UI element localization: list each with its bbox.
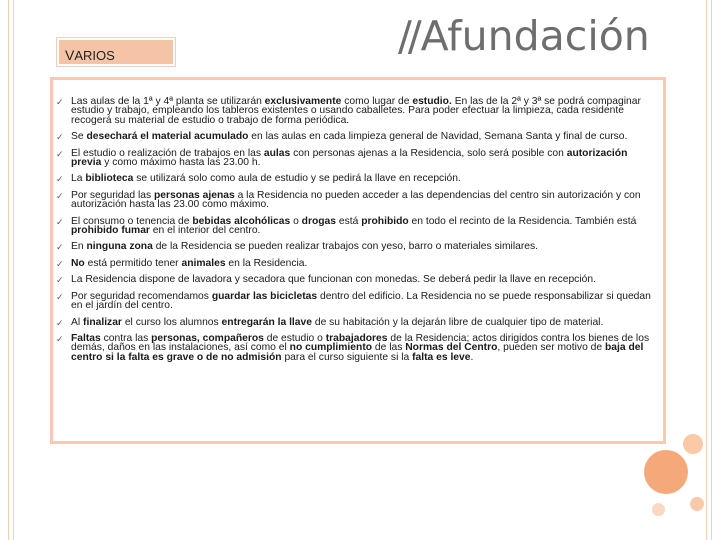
rule-text: en las aulas en cada limpieza general de Navidad, Semana Santa y final de curso. — [248, 131, 628, 143]
rule-text-bold: bebidas alcohólicas — [192, 215, 291, 227]
rule-text: de estudio o — [263, 333, 326, 345]
rule-text: en la Residencia. — [225, 257, 308, 269]
rules-list — [56, 97, 658, 369]
decorative-stripe — [706, 0, 707, 540]
rule-text: y como máximo hasta las 23.00 h. — [101, 156, 261, 168]
rule-text: a la Residencia no pueden acceder a las dependencias del centro sin autorización y con autorización hasta las 23.00 como máximo. — [71, 189, 641, 211]
logo-text: Afundación — [420, 12, 650, 60]
rule-text: o — [290, 215, 302, 227]
brand-logo — [398, 12, 650, 60]
rule-text-bold: autorización previa — [71, 147, 628, 168]
rule-text-bold: exclusivamente — [264, 96, 342, 107]
rule-text: Al — [71, 316, 84, 328]
rule-text-bold: entregarán la llave — [221, 316, 312, 328]
rule-text: Por seguridad las — [71, 189, 154, 201]
rule-item-desechar — [56, 132, 658, 141]
decorative-circle — [683, 434, 703, 454]
rule-text: El consumo o tenencia de — [71, 215, 193, 227]
decorative-circle — [644, 450, 688, 494]
rule-text-bold: Normas del Centro — [405, 342, 498, 354]
checkmark-icon: ✓ — [56, 148, 64, 159]
rule-text: El estudio o realización de trabajos en las — [71, 147, 264, 159]
rule-text: con personas ajenas a la Residencia, solo será posible con — [290, 147, 567, 159]
rule-text: el curso los alumnos — [121, 316, 222, 328]
rule-item-biblioteca — [56, 174, 658, 183]
rule-item-animales — [56, 259, 658, 268]
checkmark-icon: ✓ — [56, 242, 64, 253]
rule-text: de su habitación y la dejarán libre de cualquier tipo de material. — [311, 316, 604, 328]
rule-text: En — [71, 241, 87, 253]
rule-item-ninguna-zona — [56, 242, 658, 251]
section-title: VARIOS — [57, 38, 175, 66]
checkmark-icon: ✓ — [56, 190, 64, 201]
rule-item-lavadora — [56, 275, 658, 284]
rule-item-personas-ajenas-estudio — [56, 149, 658, 168]
rule-text-bold: no cumplimiento — [289, 342, 373, 354]
checkmark-icon: ✓ — [56, 317, 64, 328]
rule-text: de la Residencia; actos dirigidos contra los bienes de los demás, daños en las instalaciones, así como el — [71, 333, 650, 354]
rule-text-bold: drogas — [301, 215, 337, 227]
rule-text-bold: trabajadores — [325, 333, 388, 345]
rule-text-bold: animales — [181, 257, 226, 269]
rule-item-bebidas — [56, 217, 658, 236]
rule-text-bold: baja del centro si la falta es grave o de no admisión — [71, 342, 644, 363]
rule-text: en el interior del centro. — [149, 224, 261, 236]
checkmark-icon: ✓ — [56, 258, 64, 269]
rule-text: de la Residencia se pueden realizar trabajos con yeso, barro o materiales similares. — [152, 241, 539, 253]
rule-text: de las — [372, 342, 406, 354]
rule-text: se utilizará solo como aula de estudio y se pedirá la llave en recepción. — [133, 173, 461, 185]
rule-text-bold: desechará el material acumulado — [86, 131, 249, 143]
rule-text: contra las — [100, 333, 152, 345]
rule-text: está permitido tener — [84, 257, 182, 269]
checkmark-icon: ✓ — [56, 291, 64, 302]
rule-text: para el curso siguiente si la — [281, 351, 413, 363]
decorative-stripe — [711, 0, 712, 540]
rule-item-faltas — [56, 334, 658, 362]
checkmark-icon: ✓ — [56, 97, 64, 107]
checkmark-icon: ✓ — [56, 132, 64, 143]
checkmark-icon: ✓ — [56, 334, 64, 345]
rule-text-bold: biblioteca — [85, 173, 134, 185]
rule-text-bold: No — [71, 257, 85, 269]
rule-item-llave — [56, 318, 658, 327]
decorative-stripe — [8, 0, 9, 540]
rule-item-seguridad — [56, 191, 658, 210]
decorative-circle — [690, 497, 704, 511]
rule-text: dentro del edificio. La Residencia no se puede responsabilizar si quedan en el jardín del centro. — [71, 290, 651, 312]
decorative-stripe — [13, 0, 14, 540]
rule-text: Las aulas de la 1ª y 4ª planta se utilizarán — [71, 96, 265, 107]
rule-text-bold: finalizar — [83, 316, 122, 328]
rule-text: está — [336, 215, 362, 227]
rule-text-bold: prohibido — [361, 215, 409, 227]
checkmark-icon: ✓ — [56, 216, 64, 227]
rule-text-bold: prohibido fumar — [71, 224, 150, 236]
rule-text-bold: personas, compañeros — [151, 333, 264, 345]
checkmark-icon: ✓ — [56, 275, 64, 286]
decorative-circle — [652, 503, 665, 516]
rule-text-bold: Faltas — [71, 333, 101, 345]
rule-text-bold: personas ajenas — [154, 189, 235, 201]
rule-text: como lugar de — [341, 96, 413, 107]
rule-text-bold: aulas — [263, 147, 291, 159]
rule-text: Por seguridad recomendamos — [71, 290, 212, 302]
rule-text: En las de la 2ª y 3ª se podrá compaginar estudio y trabajo, empleando los tableros existentes o usando caballetes. Para poder efectuar la limpieza, cada residente recogerá su material de estudio o trabajo de forma periódica. — [71, 96, 641, 126]
rule-item-bicicletas — [56, 292, 658, 311]
rule-text: La — [71, 173, 86, 185]
rule-item-exclusivo — [56, 97, 658, 125]
rule-text: Se — [71, 131, 87, 143]
rule-text-bold: estudio. — [412, 96, 452, 107]
logo-slashes: // — [398, 12, 418, 60]
rule-text: . — [470, 351, 474, 363]
rule-text-bold: guardar las bicicletas — [211, 290, 318, 302]
rule-text-bold: ninguna zona — [86, 241, 153, 253]
rule-text: en todo el recinto de la Residencia. También está — [408, 215, 637, 227]
rule-text: , pueden ser motivo de — [497, 342, 605, 354]
rule-text: La Residencia dispone de lavadora y secadora que funcionan con monedas. Se deberá pedir la llave en recepción. — [71, 274, 596, 286]
checkmark-icon: ✓ — [56, 174, 64, 185]
rule-text-bold: falta es leve — [412, 351, 471, 363]
